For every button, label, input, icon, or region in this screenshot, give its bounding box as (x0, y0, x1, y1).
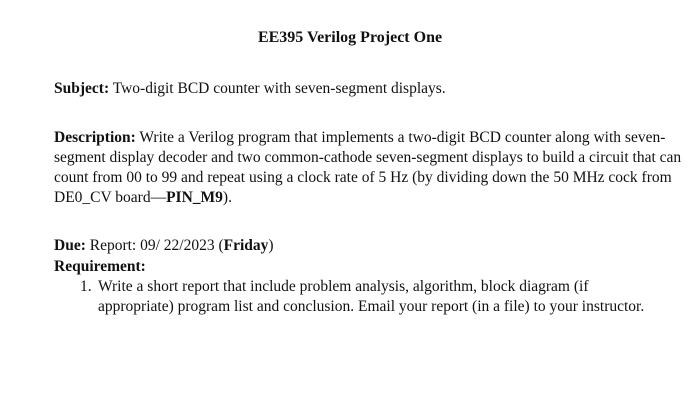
due-day: Friday (223, 237, 269, 254)
description-label: Description: (54, 129, 136, 146)
due-paragraph (54, 236, 684, 256)
requirement-list (80, 277, 660, 317)
document-title: EE395 Verilog Project One (257, 29, 443, 46)
subject-text: Two-digit BCD counter with seven-segment displays. (109, 80, 446, 97)
description-paragraph (54, 128, 684, 208)
pin-label: PIN_M9 (166, 189, 223, 206)
list-item (80, 277, 660, 317)
list-item-number: 1. (80, 278, 92, 295)
due-end: ) (268, 237, 274, 254)
due-label: Due: (54, 237, 86, 254)
subject-paragraph (54, 79, 684, 99)
subject-label: Subject: (54, 80, 110, 97)
description-text: Write a Verilog program that implements a two-digit BCD counter along with seven-segment display decoder and two common-cathode seven-segment displays to build a circuit that can count from 00 to 99 and repeat using a clock rate of 5 Hz (by dividing down the 50 MHz cock from DE0_CV board— (54, 129, 682, 206)
requirement-heading (54, 257, 684, 277)
due-text: Report: 09/ 22/2023 ( (85, 237, 224, 254)
requirement-label: Requirement: (54, 258, 146, 275)
list-item-text: Write a short report that include problem analysis, algorithm, block diagram (if appropriate) program list and conclusion. Email your report (in a file) to your instructor. (98, 278, 645, 315)
description-end: ). (222, 189, 232, 206)
